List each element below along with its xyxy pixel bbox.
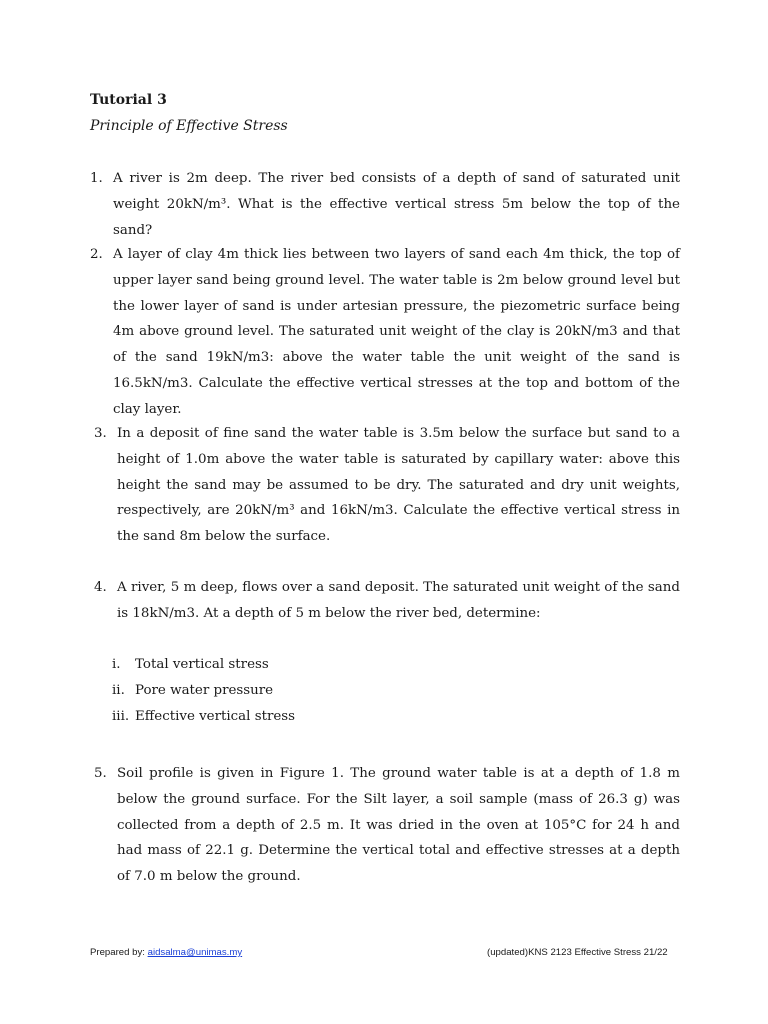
- question-number: 5.: [94, 766, 107, 781]
- author-email-link[interactable]: aidsalma@unimas.my: [147, 947, 243, 958]
- question-number: 4.: [94, 580, 107, 595]
- question-number: 1.: [90, 171, 103, 186]
- question-text: A river is 2m deep. The river bed consists of a depth of sand of saturated unit weight 20kN/m³. What is the effective vertical stress 5m below the top of the sand?: [113, 171, 680, 238]
- sub-item-text: Effective vertical stress: [135, 709, 296, 724]
- prepared-by-label: Prepared by:: [90, 947, 148, 958]
- question-text: In a deposit of fine sand the water table is 3.5m below the surface but sand to a height of 1.0m above the water table is saturated by capillary water: above this height the sand may be assumed to be dry. The saturated and dry unit weights, respectively, are 20kN/m³ and 16kN/m3. Calculate the effective vertical stress in the sand 8m below the surface.: [117, 426, 680, 545]
- question-text: Soil profile is given in Figure 1. The ground water table is at a depth of 1.8 m below the ground surface. For the Silt layer, a soil sample (mass of 26.3 g) was collected from a depth of 2.5 m. It was dried in the oven at 105°C for 24 h and had mass of 22.1 g. Determine the vertical total and effective stresses at a depth of 7.0 m below the ground.: [117, 766, 680, 885]
- question-4: [90, 575, 680, 627]
- tutorial-subtitle: Principle of Effective Stress: [90, 118, 288, 134]
- sub-item-numeral: ii.: [112, 683, 125, 698]
- question-text: A river, 5 m deep, flows over a sand deposit. The saturated unit weight of the sand is 18kN/m3. At a depth of 5 m below the river bed, determine:: [117, 580, 680, 621]
- question-1: [90, 166, 680, 243]
- footer-prepared-by: [90, 947, 242, 958]
- question-number: 3.: [94, 426, 107, 441]
- tutorial-title: Tutorial 3: [90, 92, 167, 108]
- footer-course-info: (updated)KNS 2123 Effective Stress 21/22: [487, 947, 668, 958]
- sub-item-text: Total vertical stress: [135, 657, 269, 672]
- question-2: [90, 242, 680, 423]
- question-5: [90, 761, 680, 890]
- question-number: 2.: [90, 247, 103, 262]
- sub-item-numeral: iii.: [112, 709, 130, 724]
- sub-item-numeral: i.: [112, 657, 121, 672]
- question-3: [90, 421, 680, 550]
- sub-item-text: Pore water pressure: [135, 683, 274, 698]
- question-text: A layer of clay 4m thick lies between two layers of sand each 4m thick, the top of upper layer sand being ground level. The water table is 2m below ground level but the lower layer of sand is under artesian pressure, the piezometric surface being 4m above ground level. The saturated unit weight of the clay is 20kN/m3 and that of the sand 19kN/m3: above the water table the unit weight of the sand is 16.5kN/m3. Calculate the effective vertical stresses at the top and bottom of the clay layer.: [113, 247, 680, 417]
